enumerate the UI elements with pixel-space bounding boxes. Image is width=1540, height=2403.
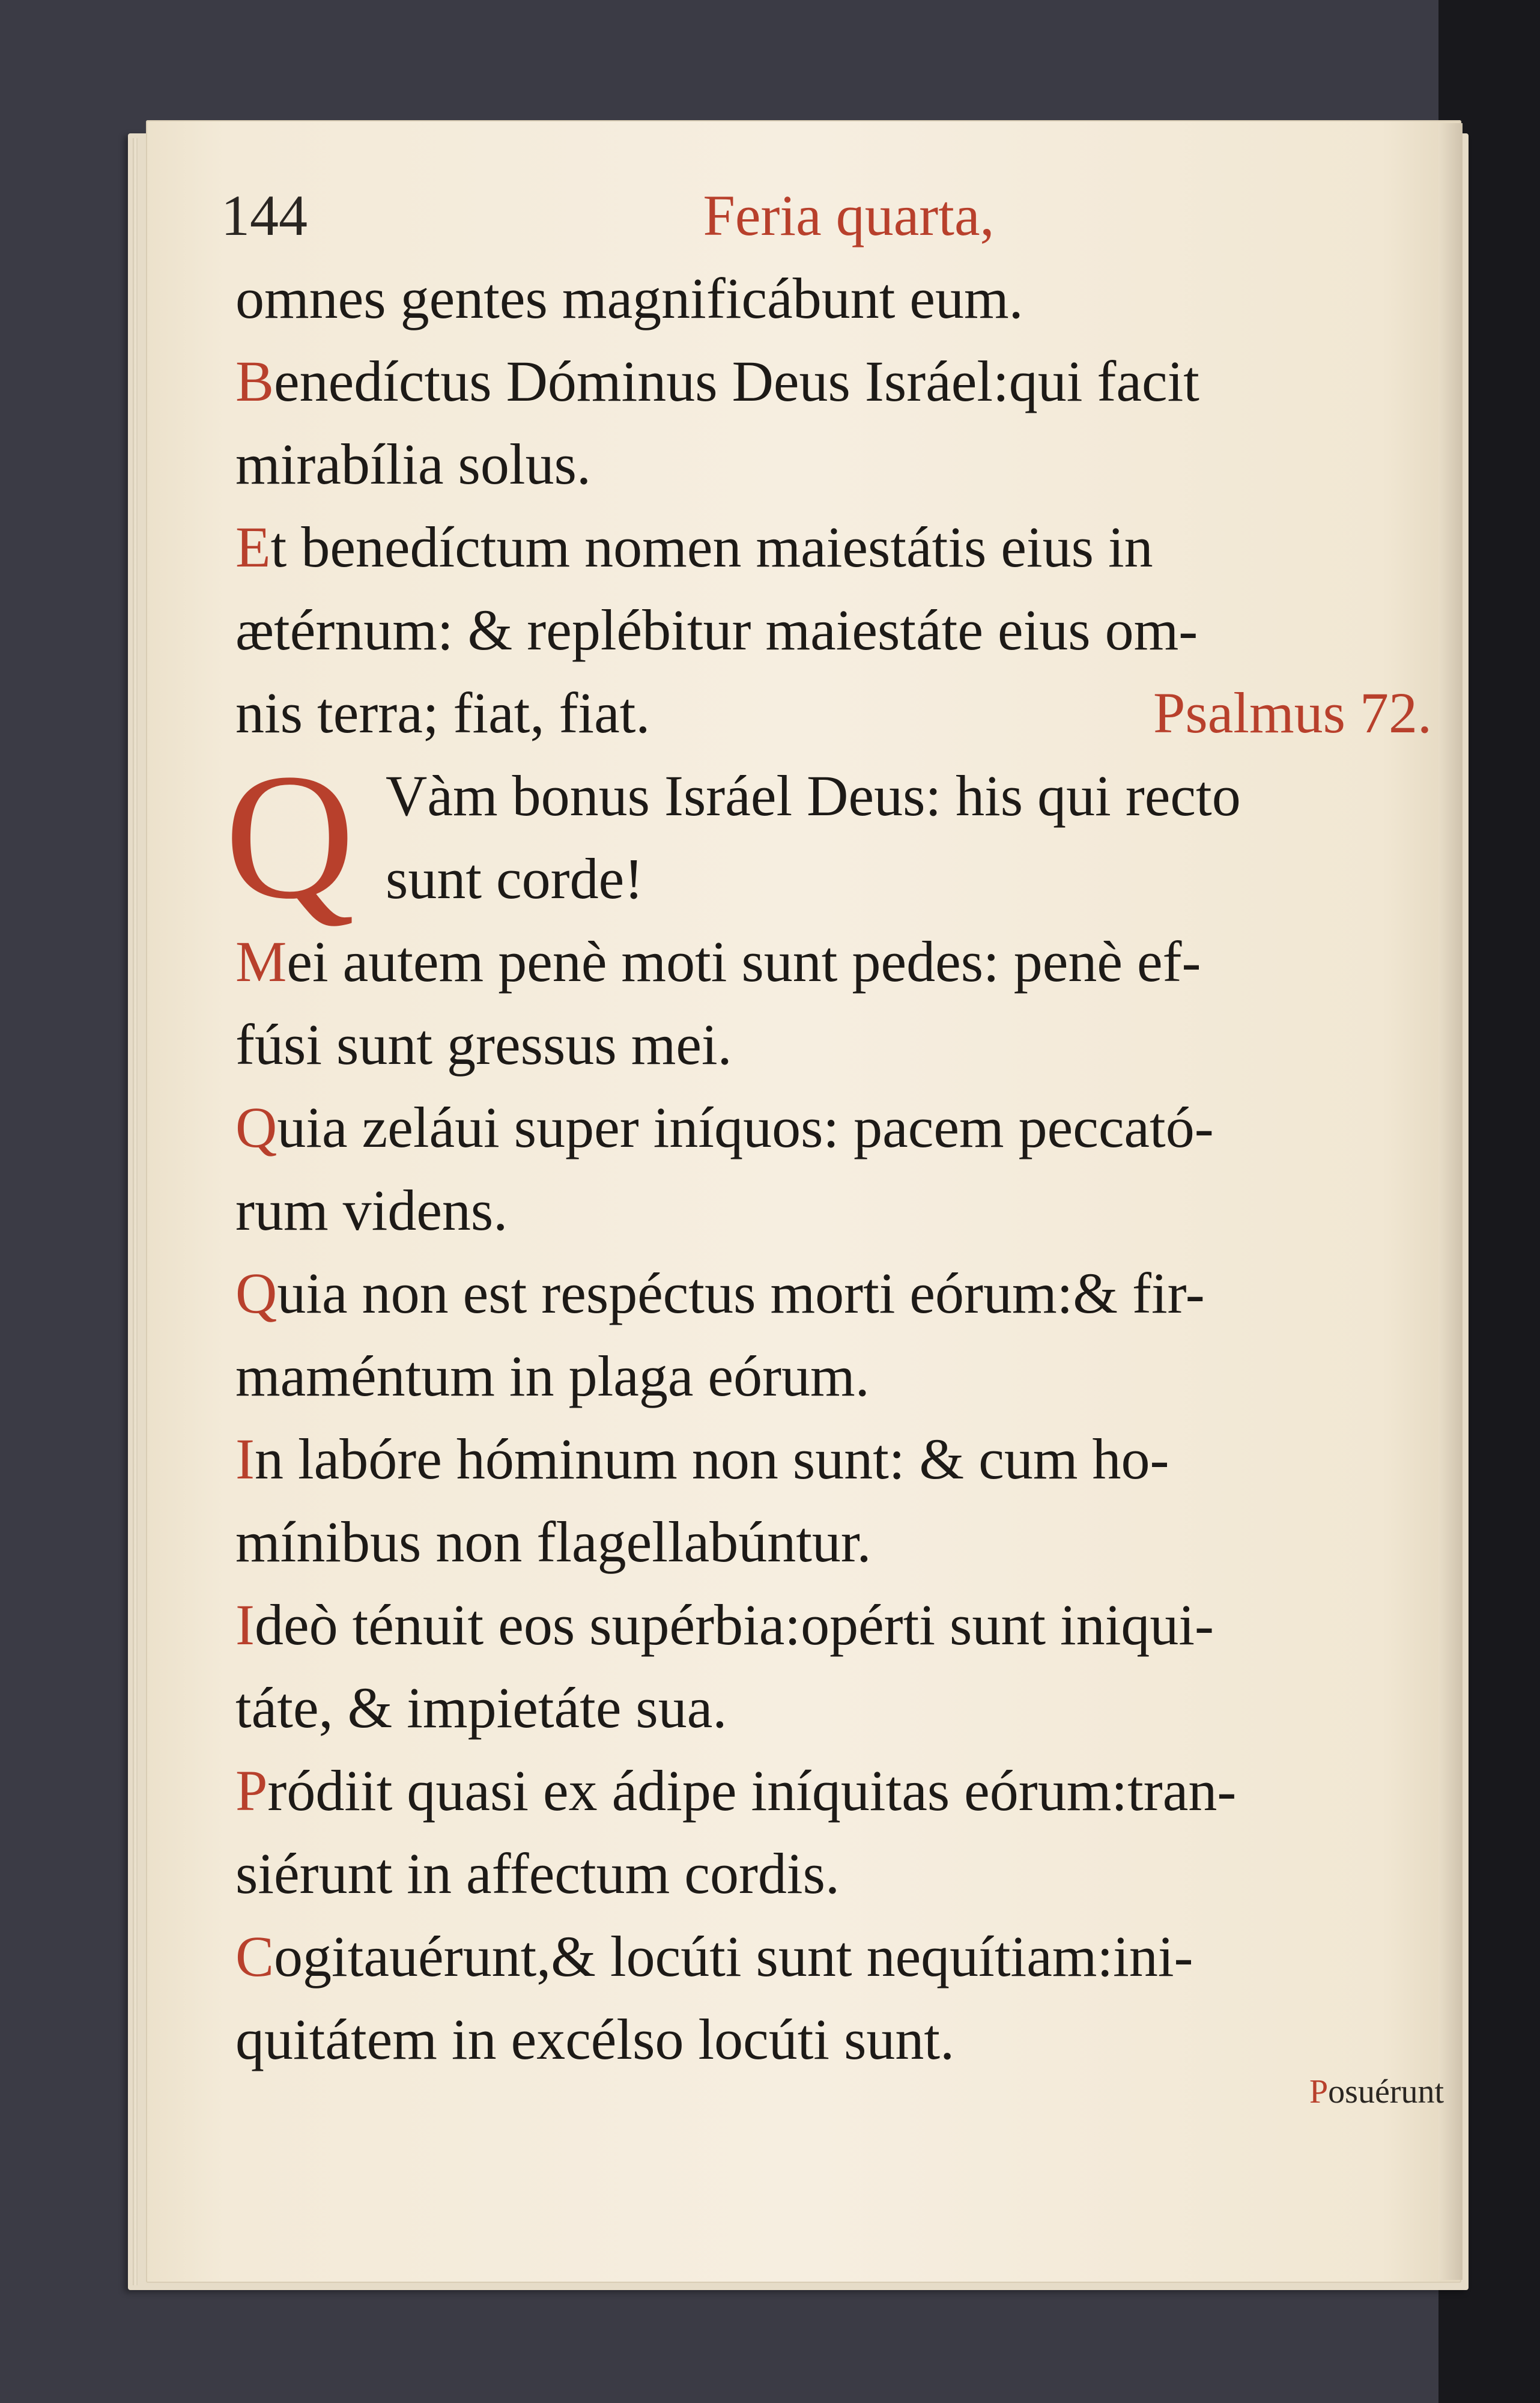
verse-line: sunt corde! xyxy=(386,846,644,911)
drop-cap-initial: Q xyxy=(225,737,355,936)
verse-text: deò ténuit eos supérbia:opérti sunt iniqui- xyxy=(254,1593,1214,1657)
verse-line: mirabília solus. xyxy=(235,432,591,496)
running-head: Feria quarta, xyxy=(703,183,995,248)
verse-line xyxy=(235,1252,1432,1335)
verse-line: siérunt in affectum cordis. xyxy=(235,1841,840,1906)
red-initial: M xyxy=(235,929,287,994)
verse-line xyxy=(235,920,1432,1003)
page-gutter-shadow xyxy=(1438,123,1463,2280)
red-initial: P xyxy=(235,1758,268,1823)
verse-text: enedíctus Dóminus Deus Isráel:qui facit xyxy=(274,349,1199,413)
psalm-rubric: Psalmus 72. xyxy=(1153,681,1432,745)
psalm-opening xyxy=(225,737,1432,936)
verse-text: uia non est respéctus morti eórum:& fir- xyxy=(277,1261,1205,1325)
verse-text: uia zeláui super iníquos: pacem peccató- xyxy=(277,1095,1214,1159)
page-number: 144 xyxy=(221,183,308,248)
red-initial: C xyxy=(235,1924,274,1988)
verse-line: rum videns. xyxy=(235,1178,508,1242)
verse-line xyxy=(235,1584,1432,1666)
verse-line: fúsi sunt gressus mei. xyxy=(235,1012,732,1077)
page-header xyxy=(221,174,1432,257)
verse-text: ródiit quasi ex ádipe iníquitas eórum:tran- xyxy=(267,1758,1237,1823)
verse-line: quitátem in excélso locúti sunt. xyxy=(235,2007,955,2071)
verse-line: ætérnum: & replébitur maiestáte eius om- xyxy=(235,598,1198,662)
verse-line xyxy=(235,672,1432,755)
red-initial: E xyxy=(235,515,271,579)
verse-line: mínibus non flagellabúntur. xyxy=(235,1510,872,1574)
verse-text: ei autem penè moti sunt pedes: penè ef- xyxy=(286,929,1201,994)
verse-line xyxy=(235,1086,1432,1169)
catchword-initial: P xyxy=(1309,2073,1329,2110)
verse-line xyxy=(235,1915,1432,1998)
verse-line xyxy=(235,1749,1432,1832)
verse-text: t benedíctum nomen maiestátis eius in xyxy=(270,515,1153,579)
verse-line: omnes gentes magnificábunt eum. xyxy=(235,266,1023,330)
red-initial: B xyxy=(235,349,274,413)
verse-line xyxy=(235,1418,1432,1501)
verse-line xyxy=(235,340,1432,423)
catchword xyxy=(1309,2073,1444,2111)
verse-text: nis terra; fiat, fiat. xyxy=(235,681,650,745)
page-text xyxy=(221,174,1432,2081)
verse-line xyxy=(235,506,1432,589)
verse-line: táte, & impietáte sua. xyxy=(235,1675,727,1740)
verse-line: Vàm bonus Isráel Deus: his qui recto xyxy=(386,764,1241,828)
verse-line: maméntum in plaga eórum. xyxy=(235,1344,870,1408)
red-initial: Q xyxy=(235,1095,277,1159)
red-initial: Q xyxy=(235,1261,277,1325)
verse-text: n labóre hóminum non sunt: & cum ho- xyxy=(254,1427,1169,1491)
verse-text: ogitauérunt,& locúti sunt nequítiam:ini- xyxy=(274,1924,1193,1988)
red-initial: I xyxy=(235,1593,255,1657)
red-initial: I xyxy=(235,1427,255,1491)
catchword-text: osuérunt xyxy=(1328,2073,1445,2110)
